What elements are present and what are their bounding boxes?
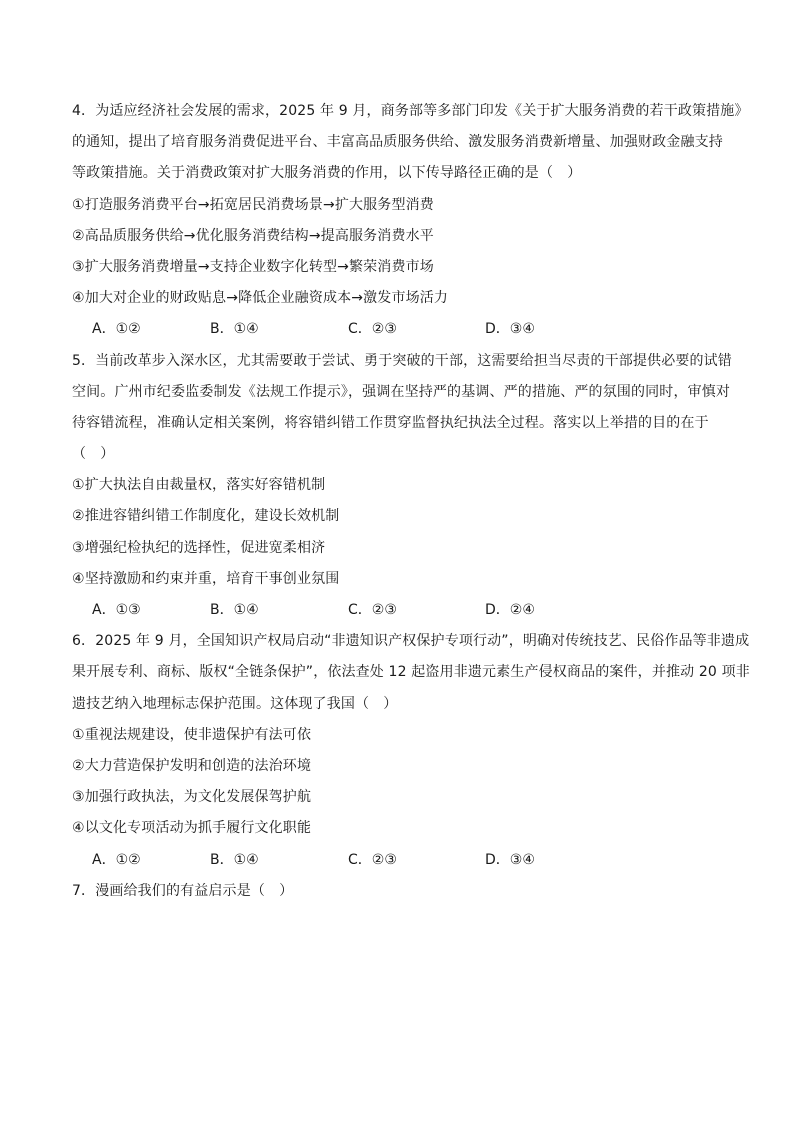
option-d[interactable]: D．③④ — [485, 851, 535, 868]
question-stem-line: （ ） — [72, 446, 115, 463]
question-stem-line: 空间。广州市纪委监委制发《法规工作提示》，强调在坚持严的基调、严的措施、严的氛围的同时，审慎对 — [72, 383, 731, 400]
option-a[interactable]: A．①② — [92, 321, 141, 338]
question-stem-line: 等政策措施。关于消费政策对扩大服务消费的作用，以下传导路径正确的是（ ） — [72, 165, 582, 182]
answer-options — [72, 845, 732, 876]
question-stem-line: 4．为适应经济社会发展的需求，2025 年 9 月，商务部等多部门印发《关于扩大服务消费的若干政策措施》 — [72, 103, 749, 119]
answer-options — [72, 595, 732, 626]
statement-item: ①扩大执法自由裁量权，落实好容错机制 — [72, 477, 326, 494]
option-d[interactable]: D．②④ — [485, 602, 535, 618]
statement-item: ①打造服务消费平台→拓宽居民消费场景→扩大服务型消费 — [72, 196, 434, 213]
option-b[interactable]: B．①④ — [210, 602, 259, 618]
question-stem-line: 遗技艺纳入地理标志保护范围。这体现了我国（ ） — [72, 695, 398, 712]
question-stem-line: 7．漫画给我们的有益启示是（ ） — [72, 882, 294, 899]
question-stem-line: 5．当前改革步入深水区，尤其需要敢于尝试、勇于突破的干部，这需要给担当尽责的干部提供必要的试错 — [72, 352, 732, 369]
option-b[interactable]: B．①④ — [210, 321, 259, 338]
option-c[interactable]: C．②③ — [348, 851, 397, 868]
question-stem-line: 的通知，提出了培育服务消费促进平台、丰富高品质服务供给、激发服务消费新增量、加强财政金融支持 — [72, 134, 723, 151]
statement-item: ②高品质服务供给→优化服务消费结构→提高服务消费水平 — [72, 227, 434, 244]
statement-item: ③增强纪检执纪的选择性，促进宽柔相济 — [72, 539, 326, 556]
question-6 — [72, 626, 750, 876]
statement-item: ①重视法规建设，使非遗保护有法可依 — [72, 726, 312, 743]
statement-item: ②大力营造保护发明和创造的法治环境 — [72, 757, 312, 774]
option-a[interactable]: A．①② — [92, 851, 141, 868]
option-b[interactable]: B．①④ — [210, 851, 259, 868]
question-7 — [72, 876, 732, 907]
question-stem-line: 6．2025 年 9 月，全国知识产权局启动“非遗知识产权保护专项行动”，明确对传统技艺、民俗作品等非遗成 — [72, 633, 750, 650]
option-c[interactable]: C．②③ — [348, 321, 397, 338]
statement-item: ②推进容错纠错工作制度化，建设长效机制 — [72, 508, 340, 525]
question-5 — [72, 346, 732, 627]
option-c[interactable]: C．②③ — [348, 602, 397, 618]
statement-item: ④坚持激励和约束并重，培育干事创业氛围 — [72, 570, 340, 587]
answer-options — [72, 314, 732, 345]
question-4 — [72, 96, 749, 346]
question-stem-line: 果开展专利、商标、版权“全链条保护”，依法查处 12 起盗用非遗元素生产侵权商品的案件，并推动 20 项非 — [72, 664, 750, 681]
statement-item: ④加大对企业的财政贴息→降低企业融资成本→激发市场活力 — [72, 290, 449, 307]
option-a[interactable]: A．①③ — [92, 602, 141, 618]
statement-item: ③扩大服务消费增量→支持企业数字化转型→繁荣消费市场 — [72, 258, 434, 275]
statement-item: ③加强行政执法，为文化发展保驾护航 — [72, 789, 312, 806]
question-stem-line: 待容错流程，准确认定相关案例，将容错纠错工作贯穿监督执纪执法全过程。落实以上举措的目的在于 — [72, 414, 709, 431]
exam-page — [72, 96, 750, 907]
option-d[interactable]: D．③④ — [485, 321, 535, 338]
statement-item: ④以文化专项活动为抓手履行文化职能 — [72, 820, 312, 837]
